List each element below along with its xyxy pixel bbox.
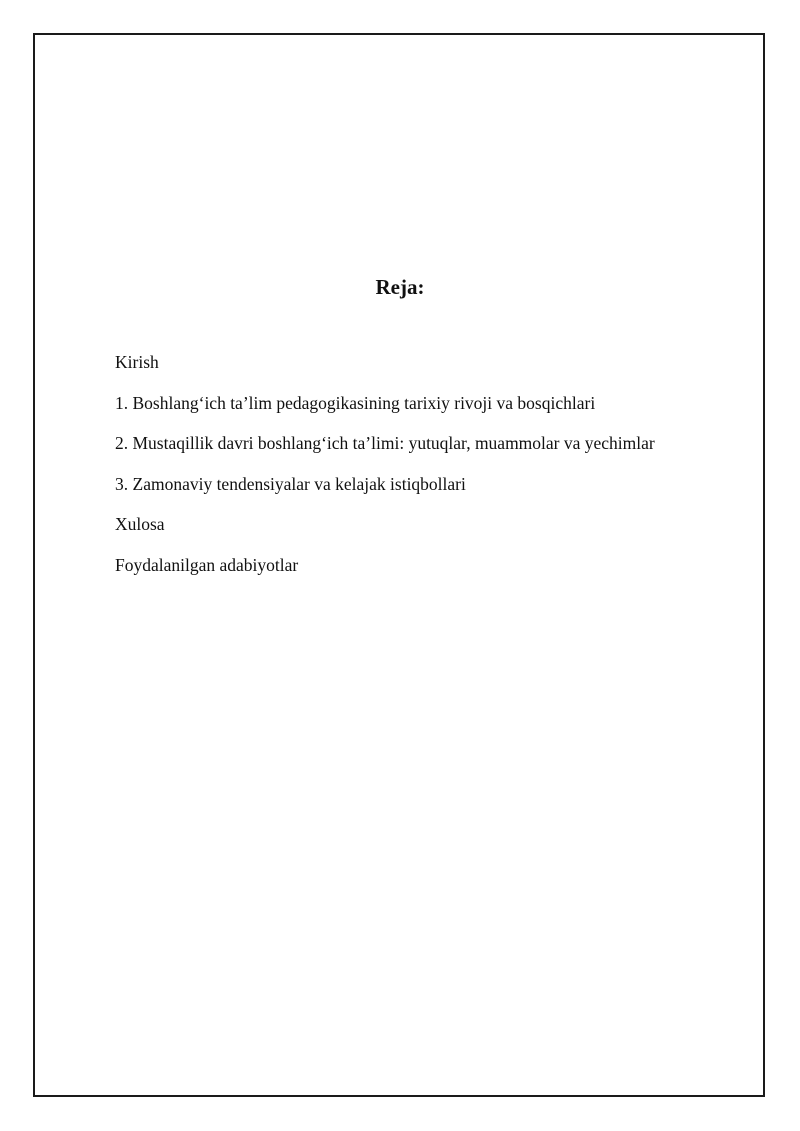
plan-item-2: 2. Mustaqillik davri boshlang‘ich ta’limi: yutuqlar, muammolar va yechimlar (115, 433, 655, 453)
plan-list (115, 350, 655, 593)
plan-item-1: 1. Boshlang‘ich ta’lim pedagogikasining tarixiy rivoji va bosqichlari (115, 392, 596, 413)
plan-item-introduction: Kirish (115, 352, 159, 372)
page-title: Reja: (375, 275, 425, 299)
plan-item-3: 3. Zamonaviy tendensiyalar va kelajak istiqbollari (115, 473, 466, 494)
plan-item-references: Foydalanilgan adabiyotlar (115, 554, 299, 575)
plan-item-conclusion: Xulosa (115, 514, 165, 534)
